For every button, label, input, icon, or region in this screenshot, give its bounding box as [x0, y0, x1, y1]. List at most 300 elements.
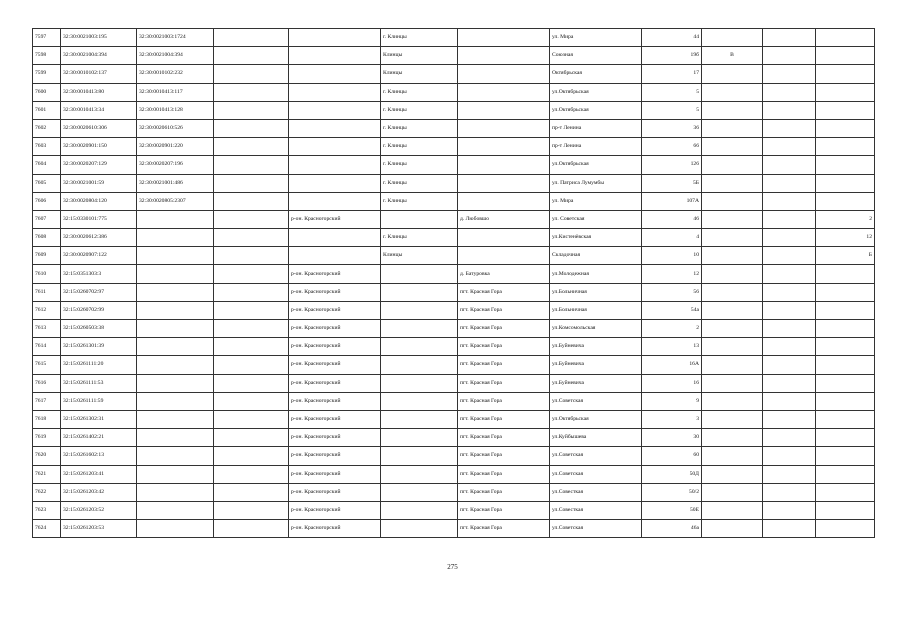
empty-cell [763, 320, 816, 338]
building-cadastral-cell: 32:30:0010102:232 [137, 65, 214, 83]
empty-cell [214, 138, 289, 156]
street-cell: Октябрьская [550, 65, 642, 83]
city-cell: г. Клинцы [381, 29, 458, 47]
empty-cell [214, 210, 289, 228]
building-letter-cell [702, 247, 763, 265]
building-letter-cell [702, 392, 763, 410]
street-cell: ул.Октябрьская [550, 83, 642, 101]
settlement-cell [458, 174, 550, 192]
city-cell [381, 392, 458, 410]
house-number-cell: 66 [642, 138, 702, 156]
house-number-cell: 36 [642, 119, 702, 137]
district-cell [289, 174, 381, 192]
cadastral-number-cell: 32:30:0020907:122 [61, 247, 137, 265]
row-number-cell: 7615 [33, 356, 61, 374]
empty-cell [214, 192, 289, 210]
building-letter-cell [702, 283, 763, 301]
building-cadastral-cell: 32:30:0010413:117 [137, 83, 214, 101]
city-cell [381, 265, 458, 283]
table-row [33, 47, 875, 65]
table-row [33, 338, 875, 356]
city-cell [381, 410, 458, 428]
building-cadastral-cell [137, 356, 214, 374]
district-cell: р-он. Красногорский [289, 265, 381, 283]
district-cell [289, 156, 381, 174]
district-cell: р-он. Красногорский [289, 356, 381, 374]
building-cadastral-cell [137, 501, 214, 519]
house-number-cell: 2 [642, 320, 702, 338]
apartment-cell [816, 119, 875, 137]
table-body [33, 29, 875, 538]
apartment-cell [816, 174, 875, 192]
table-row [33, 447, 875, 465]
apartment-cell [816, 320, 875, 338]
empty-cell [763, 29, 816, 47]
city-cell [381, 356, 458, 374]
house-number-cell: 56 [642, 283, 702, 301]
apartment-cell [816, 156, 875, 174]
settlement-cell: пгт. Красная Гора [458, 447, 550, 465]
table-row [33, 138, 875, 156]
cadastral-number-cell: 32:15:0261602:13 [61, 447, 137, 465]
empty-cell [763, 65, 816, 83]
cadastral-number-cell: 32:15:0261111:59 [61, 392, 137, 410]
table-row [33, 465, 875, 483]
cadastral-number-cell: 32:15:0330101:775 [61, 210, 137, 228]
table-row [33, 301, 875, 319]
table-row [33, 483, 875, 501]
district-cell [289, 29, 381, 47]
row-number-cell: 7620 [33, 447, 61, 465]
table-row [33, 65, 875, 83]
house-number-cell: 16 [642, 374, 702, 392]
empty-cell [214, 119, 289, 137]
empty-cell [214, 429, 289, 447]
empty-cell [214, 301, 289, 319]
city-cell: г. Клинцы [381, 174, 458, 192]
street-cell: ул.Совесткая [550, 483, 642, 501]
apartment-cell [816, 265, 875, 283]
city-cell: г. Клинцы [381, 138, 458, 156]
empty-cell [214, 447, 289, 465]
street-cell: ул.Советская [550, 447, 642, 465]
district-cell: р-он. Красногорский [289, 465, 381, 483]
empty-cell [763, 119, 816, 137]
empty-cell [763, 156, 816, 174]
cadastral-number-cell: 32:30:0010413:80 [61, 83, 137, 101]
row-number-cell: 7605 [33, 174, 61, 192]
house-number-cell: 126 [642, 156, 702, 174]
city-cell: Клинцы [381, 47, 458, 65]
cadastral-number-cell: 32:15:0261203:53 [61, 520, 137, 538]
row-number-cell: 7604 [33, 156, 61, 174]
settlement-cell: пгт. Красная Гора [458, 501, 550, 519]
building-cadastral-cell [137, 320, 214, 338]
city-cell [381, 320, 458, 338]
house-number-cell: 5 [642, 101, 702, 119]
empty-cell [763, 247, 816, 265]
settlement-cell [458, 65, 550, 83]
row-number-cell: 7621 [33, 465, 61, 483]
row-number-cell: 7597 [33, 29, 61, 47]
building-letter-cell [702, 119, 763, 137]
house-number-cell: 12 [642, 265, 702, 283]
street-cell: ул. Советская [550, 210, 642, 228]
street-cell: ул.Комсомольская [550, 320, 642, 338]
apartment-cell [816, 465, 875, 483]
row-number-cell: 7601 [33, 101, 61, 119]
settlement-cell: пгт. Красная Гора [458, 283, 550, 301]
settlement-cell [458, 229, 550, 247]
empty-cell [214, 283, 289, 301]
empty-cell [763, 501, 816, 519]
empty-cell [214, 338, 289, 356]
row-number-cell: 7609 [33, 247, 61, 265]
city-cell [381, 210, 458, 228]
settlement-cell [458, 192, 550, 210]
building-cadastral-cell [137, 465, 214, 483]
street-cell: ул.Октябрьская [550, 156, 642, 174]
apartment-cell [816, 65, 875, 83]
table-row [33, 156, 875, 174]
building-cadastral-cell [137, 392, 214, 410]
table-row [33, 229, 875, 247]
cadastral-number-cell: 32:30:0010102:137 [61, 65, 137, 83]
house-number-cell: 60 [642, 447, 702, 465]
district-cell: р-он. Красногорский [289, 283, 381, 301]
district-cell [289, 138, 381, 156]
apartment-cell [816, 47, 875, 65]
empty-cell [214, 29, 289, 47]
cadastral-number-cell: 32:30:0020804:120 [61, 192, 137, 210]
row-number-cell: 7612 [33, 301, 61, 319]
empty-cell [763, 338, 816, 356]
cadastral-number-cell: 32:15:0261203:52 [61, 501, 137, 519]
empty-cell [763, 83, 816, 101]
district-cell: р-он. Красногорский [289, 320, 381, 338]
empty-cell [214, 356, 289, 374]
row-number-cell: 7603 [33, 138, 61, 156]
empty-cell [214, 65, 289, 83]
district-cell: р-он. Красногорский [289, 447, 381, 465]
row-number-cell: 7610 [33, 265, 61, 283]
cadastral-number-cell: 32:15:0261111:53 [61, 374, 137, 392]
house-number-cell: 17 [642, 65, 702, 83]
row-number-cell: 7606 [33, 192, 61, 210]
cadastral-number-cell: 32:15:0260702:99 [61, 301, 137, 319]
row-number-cell: 7617 [33, 392, 61, 410]
settlement-cell [458, 47, 550, 65]
district-cell: р-он. Красногорский [289, 301, 381, 319]
row-number-cell: 7614 [33, 338, 61, 356]
cadastral-number-cell: 32:15:0351303:3 [61, 265, 137, 283]
building-cadastral-cell [137, 483, 214, 501]
building-cadastral-cell [137, 429, 214, 447]
building-cadastral-cell [137, 229, 214, 247]
settlement-cell: пгт. Красная Гора [458, 520, 550, 538]
district-cell: р-он. Красногорский [289, 429, 381, 447]
city-cell: г. Клинцы [381, 192, 458, 210]
empty-cell [214, 392, 289, 410]
apartment-cell [816, 101, 875, 119]
empty-cell [763, 356, 816, 374]
empty-cell [214, 174, 289, 192]
row-number-cell: 7598 [33, 47, 61, 65]
table-row [33, 265, 875, 283]
cadastral-number-cell: 32:30:0020612:386 [61, 229, 137, 247]
empty-cell [763, 447, 816, 465]
building-letter-cell [702, 65, 763, 83]
settlement-cell: д. Батуровка [458, 265, 550, 283]
city-cell [381, 501, 458, 519]
building-letter-cell [702, 83, 763, 101]
city-cell [381, 338, 458, 356]
district-cell [289, 65, 381, 83]
street-cell: ул. Мира [550, 192, 642, 210]
city-cell: г. Клинцы [381, 119, 458, 137]
district-cell: р-он. Красногорский [289, 374, 381, 392]
table-row [33, 320, 875, 338]
table-row [33, 210, 875, 228]
settlement-cell: пгт. Красная Гора [458, 338, 550, 356]
building-cadastral-cell [137, 265, 214, 283]
table-row [33, 520, 875, 538]
district-cell [289, 192, 381, 210]
empty-cell [763, 192, 816, 210]
building-letter-cell [702, 501, 763, 519]
empty-cell [214, 374, 289, 392]
building-cadastral-cell: 32:30:0021001:486 [137, 174, 214, 192]
building-letter-cell [702, 301, 763, 319]
empty-cell [763, 210, 816, 228]
cadastral-number-cell: 32:30:0020901:150 [61, 138, 137, 156]
district-cell [289, 119, 381, 137]
cadastral-number-cell: 32:15:0261203:42 [61, 483, 137, 501]
empty-cell [763, 410, 816, 428]
district-cell [289, 229, 381, 247]
settlement-cell [458, 101, 550, 119]
cadastral-number-cell: 32:15:0261302:31 [61, 410, 137, 428]
empty-cell [214, 47, 289, 65]
empty-cell [214, 320, 289, 338]
building-cadastral-cell: 32:30:0020901:220 [137, 138, 214, 156]
empty-cell [214, 410, 289, 428]
building-letter-cell [702, 265, 763, 283]
building-letter-cell [702, 174, 763, 192]
empty-cell [763, 374, 816, 392]
building-cadastral-cell [137, 520, 214, 538]
empty-cell [214, 483, 289, 501]
table-row [33, 356, 875, 374]
street-cell: ул.Больничная [550, 301, 642, 319]
table-row [33, 374, 875, 392]
house-number-cell: 19б [642, 47, 702, 65]
building-cadastral-cell: 32:30:0021003:1724 [137, 29, 214, 47]
cadastral-number-cell: 32:30:0021004:394 [61, 47, 137, 65]
empty-cell [763, 47, 816, 65]
building-cadastral-cell: 32:30:0020805:2307 [137, 192, 214, 210]
house-number-cell: 107А [642, 192, 702, 210]
table-row [33, 29, 875, 47]
settlement-cell: пгт. Красная Гора [458, 483, 550, 501]
cadastral-number-cell: 32:15:0261111:20 [61, 356, 137, 374]
empty-cell [763, 138, 816, 156]
building-letter-cell [702, 29, 763, 47]
empty-cell [763, 429, 816, 447]
city-cell [381, 465, 458, 483]
empty-cell [214, 247, 289, 265]
building-letter-cell [702, 101, 763, 119]
table-row [33, 83, 875, 101]
building-letter-cell [702, 356, 763, 374]
empty-cell [763, 392, 816, 410]
settlement-cell [458, 247, 550, 265]
cadastral-number-cell: 32:15:0261203:41 [61, 465, 137, 483]
apartment-cell [816, 483, 875, 501]
city-cell [381, 429, 458, 447]
apartment-cell: 12 [816, 229, 875, 247]
building-letter-cell [702, 374, 763, 392]
apartment-cell [816, 501, 875, 519]
building-letter-cell [702, 229, 763, 247]
house-number-cell: 5 [642, 83, 702, 101]
address-registry-table [32, 28, 875, 538]
table-row [33, 501, 875, 519]
settlement-cell [458, 156, 550, 174]
building-cadastral-cell [137, 301, 214, 319]
row-number-cell: 7607 [33, 210, 61, 228]
apartment-cell [816, 410, 875, 428]
empty-cell [214, 101, 289, 119]
building-cadastral-cell: 32:30:0020610:526 [137, 119, 214, 137]
cadastral-number-cell: 32:30:0021003:195 [61, 29, 137, 47]
empty-cell [763, 265, 816, 283]
building-letter-cell [702, 320, 763, 338]
empty-cell [763, 174, 816, 192]
settlement-cell: пгт. Красная Гора [458, 429, 550, 447]
house-number-cell: 46а [642, 520, 702, 538]
cadastral-number-cell: 32:30:0020610:306 [61, 119, 137, 137]
apartment-cell [816, 429, 875, 447]
street-cell: ул.Октябрьская [550, 101, 642, 119]
empty-cell [214, 465, 289, 483]
building-cadastral-cell [137, 374, 214, 392]
district-cell [289, 83, 381, 101]
cadastral-number-cell: 32:15:0260503:38 [61, 320, 137, 338]
house-number-cell: 50Е [642, 501, 702, 519]
district-cell: р-он. Красногорский [289, 501, 381, 519]
street-cell: ул.Буйневича [550, 374, 642, 392]
table-row [33, 119, 875, 137]
building-letter-cell [702, 338, 763, 356]
city-cell: г. Клинцы [381, 156, 458, 174]
street-cell: ул.Больничная [550, 283, 642, 301]
street-cell: Складочная [550, 247, 642, 265]
empty-cell [763, 465, 816, 483]
house-number-cell: 50/2 [642, 483, 702, 501]
settlement-cell: пгт. Красная Гора [458, 320, 550, 338]
apartment-cell [816, 392, 875, 410]
house-number-cell: 44 [642, 29, 702, 47]
row-number-cell: 7602 [33, 119, 61, 137]
street-cell: ул.Советская [550, 392, 642, 410]
street-cell: ул. Мира [550, 29, 642, 47]
empty-cell [763, 229, 816, 247]
district-cell: р-он. Красногорский [289, 392, 381, 410]
row-number-cell: 7599 [33, 65, 61, 83]
settlement-cell: д. Любовшо [458, 210, 550, 228]
table-row [33, 392, 875, 410]
building-letter-cell [702, 483, 763, 501]
table-row [33, 429, 875, 447]
table-row [33, 101, 875, 119]
street-cell: ул.Куйбышева [550, 429, 642, 447]
building-cadastral-cell [137, 247, 214, 265]
row-number-cell: 7611 [33, 283, 61, 301]
settlement-cell [458, 119, 550, 137]
house-number-cell: 46 [642, 210, 702, 228]
table-row [33, 247, 875, 265]
apartment-cell: Б [816, 247, 875, 265]
building-cadastral-cell [137, 447, 214, 465]
settlement-cell [458, 138, 550, 156]
city-cell [381, 447, 458, 465]
street-cell: ул.Советская [550, 520, 642, 538]
building-letter-cell [702, 410, 763, 428]
house-number-cell: 3 [642, 410, 702, 428]
building-letter-cell [702, 192, 763, 210]
settlement-cell: пгт. Красная Гора [458, 392, 550, 410]
empty-cell [763, 301, 816, 319]
row-number-cell: 7618 [33, 410, 61, 428]
city-cell [381, 283, 458, 301]
settlement-cell: пгт. Красная Гора [458, 374, 550, 392]
settlement-cell: пгт. Красная Гора [458, 301, 550, 319]
street-cell: ул.Кистенёвская [550, 229, 642, 247]
cadastral-number-cell: 32:30:0020207:129 [61, 156, 137, 174]
street-cell: ул. Патриса Лумумбы [550, 174, 642, 192]
city-cell: Клинцы [381, 247, 458, 265]
building-cadastral-cell [137, 283, 214, 301]
apartment-cell [816, 138, 875, 156]
building-cadastral-cell [137, 410, 214, 428]
district-cell: р-он. Красногорский [289, 410, 381, 428]
district-cell: р-он. Красногорский [289, 338, 381, 356]
empty-cell [214, 156, 289, 174]
apartment-cell [816, 83, 875, 101]
house-number-cell: 13 [642, 338, 702, 356]
street-cell: ул.Советская [550, 465, 642, 483]
empty-cell [214, 520, 289, 538]
district-cell: р-он. Красногорский [289, 520, 381, 538]
city-cell [381, 520, 458, 538]
street-cell: Союзная [550, 47, 642, 65]
house-number-cell: 16А [642, 356, 702, 374]
table-row [33, 283, 875, 301]
settlement-cell: пгт. Красная Гора [458, 356, 550, 374]
building-letter-cell [702, 465, 763, 483]
building-cadastral-cell [137, 210, 214, 228]
city-cell: г. Клинцы [381, 229, 458, 247]
apartment-cell [816, 29, 875, 47]
city-cell: г. Клинцы [381, 83, 458, 101]
cadastral-number-cell: 32:15:0261301:39 [61, 338, 137, 356]
district-cell: р-он. Красногорский [289, 210, 381, 228]
building-cadastral-cell [137, 338, 214, 356]
street-cell: ул.Буйневича [550, 356, 642, 374]
building-cadastral-cell: 32:30:0010413:128 [137, 101, 214, 119]
apartment-cell [816, 301, 875, 319]
